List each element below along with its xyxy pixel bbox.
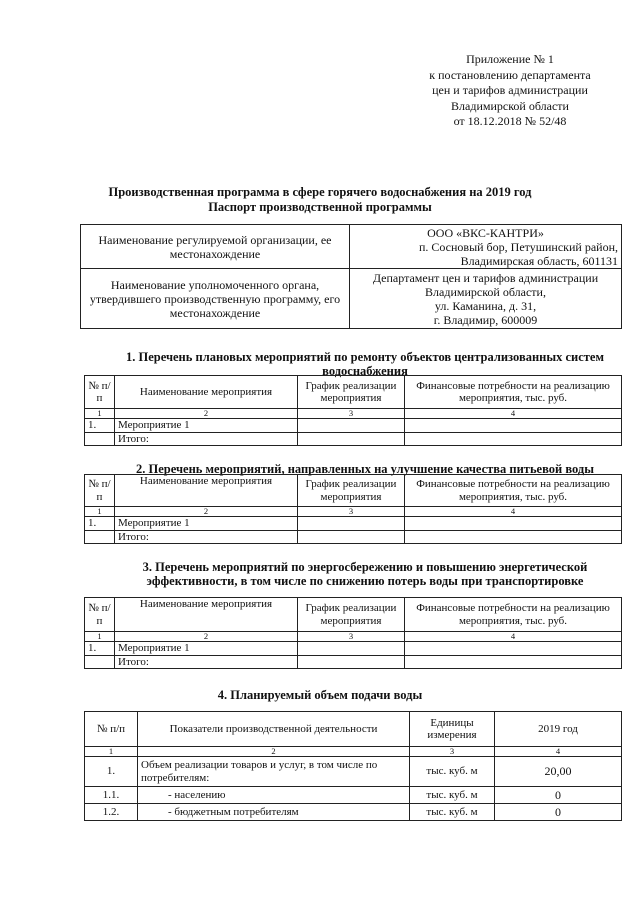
passport-value-line: Департамент цен и тарифов администрации	[372, 270, 599, 285]
section-heading-line: 1. Перечень плановых мероприятий по ремонту объектов централизованных систем	[126, 350, 604, 364]
row-value: 0	[495, 787, 622, 804]
row-schedule	[298, 517, 405, 531]
passport-value-line: ул. Каманина, д. 31,	[434, 298, 537, 313]
section-heading-line: эффективности, в том числе по снижению потерь воды при транспортировке	[146, 574, 584, 588]
table-3	[84, 597, 622, 669]
section-heading-line: водоснабжения	[322, 364, 408, 378]
row-num: 1.	[85, 642, 115, 656]
col-name-header: Наименование мероприятия	[115, 475, 298, 507]
table-row	[85, 757, 622, 787]
col-index: 1	[85, 409, 115, 419]
col-index: 2	[115, 507, 298, 517]
col-index: 4	[495, 747, 622, 757]
col-index: 4	[405, 409, 622, 419]
table-row-total	[85, 432, 622, 446]
passport-value-line: г. Владимир, 600009	[433, 312, 538, 327]
row-unit: тыс. куб. м	[410, 787, 495, 804]
row-finance	[405, 517, 622, 531]
row-unit: тыс. куб. м	[410, 804, 495, 821]
row-name: Мероприятие 1	[115, 642, 298, 656]
col-num-header: № п/п	[85, 475, 115, 507]
col-index: 4	[405, 507, 622, 517]
col-name-header: Наименование мероприятия	[115, 598, 298, 632]
col-num-header: № п/п	[85, 376, 115, 409]
row-num	[85, 655, 115, 669]
row-name: Мероприятие 1	[115, 419, 298, 433]
section-1-heading	[100, 350, 630, 378]
passport-value-line: Владимирской области,	[425, 284, 546, 299]
appendix-line: Владимирской области	[451, 98, 569, 113]
row-finance	[405, 655, 622, 669]
table-row	[85, 419, 622, 433]
row-finance	[405, 432, 622, 446]
col-name-header: Наименование мероприятия	[115, 376, 298, 409]
section-3-heading	[100, 560, 630, 588]
row-unit: тыс. куб. м	[410, 757, 495, 787]
row-schedule	[298, 419, 405, 433]
appendix-line: цен и тарифов администрации	[432, 83, 588, 97]
col-num-header: № п/п	[85, 712, 138, 747]
row-finance	[405, 530, 622, 544]
row-indicator: Объем реализации товаров и услуг, в том числе по потребителям:	[138, 757, 410, 787]
row-num: 1.	[85, 757, 138, 787]
appendix-block	[390, 52, 630, 130]
passport-value-line: п. Сосновый бор, Петушинский район,	[418, 239, 618, 254]
row-value: 0	[495, 804, 622, 821]
passport-org-label: Наименование регулируемой организации, ее местонахождение	[81, 225, 350, 269]
row-schedule	[298, 655, 405, 669]
passport-value-line: ООО «ВКС-КАНТРИ»	[427, 225, 544, 240]
appendix-line: Приложение № 1	[466, 52, 554, 66]
col-schedule-header: График реализации мероприятия	[298, 598, 405, 632]
col-index: 1	[85, 747, 138, 757]
row-name: Мероприятие 1	[115, 517, 298, 531]
col-finance-header: Финансовые потребности на реализацию мероприятия, тыс. руб.	[405, 376, 622, 409]
col-indicator-header: Показатели производственной деятельности	[138, 712, 410, 747]
passport-authority-label: Наименование уполномоченного органа, утвердившего производственную программу, его местонахождение	[81, 269, 350, 329]
section-4-heading: 4. Планируемый объем подачи воды	[217, 688, 423, 702]
table-row	[85, 787, 622, 804]
col-unit-header: Единицы измерения	[410, 712, 495, 747]
col-index: 3	[298, 507, 405, 517]
col-year-header: 2019 год	[495, 712, 622, 747]
row-num: 1.	[85, 419, 115, 433]
table-row	[85, 642, 622, 656]
col-index: 4	[405, 632, 622, 642]
row-total-label: Итого:	[115, 530, 298, 544]
row-finance	[405, 642, 622, 656]
table-row-total	[85, 530, 622, 544]
section-2-heading: 2. Перечень мероприятий, направленных на улучшение качества питьевой воды	[136, 462, 594, 476]
col-schedule-header: График реализации мероприятия	[298, 376, 405, 409]
row-schedule	[298, 642, 405, 656]
row-schedule	[298, 530, 405, 544]
passport-org-value	[350, 225, 622, 269]
col-index: 1	[85, 507, 115, 517]
col-finance-header: Финансовые потребности на реализацию мероприятия, тыс. руб.	[405, 598, 622, 632]
col-index: 3	[410, 747, 495, 757]
passport-authority-value	[350, 269, 622, 329]
title-line: Паспорт производственной программы	[208, 200, 432, 214]
title-line: Производственная программа в сфере горячего водоснабжения на 2019 год	[108, 185, 532, 199]
table-row-total	[85, 655, 622, 669]
row-num: 1.	[85, 517, 115, 531]
row-indicator: - населению	[138, 787, 410, 804]
row-num	[85, 530, 115, 544]
col-index: 3	[298, 409, 405, 419]
row-indicator: - бюджетным потребителям	[138, 804, 410, 821]
col-schedule-header: График реализации мероприятия	[298, 475, 405, 507]
document-title	[0, 185, 640, 215]
row-num	[85, 432, 115, 446]
row-num: 1.2.	[85, 804, 138, 821]
col-index: 1	[85, 632, 115, 642]
col-num-header: № п/п	[85, 598, 115, 632]
table-row	[85, 517, 622, 531]
table-row	[85, 804, 622, 821]
col-index: 2	[138, 747, 410, 757]
row-finance	[405, 419, 622, 433]
table-1	[84, 375, 622, 446]
row-num: 1.1.	[85, 787, 138, 804]
row-schedule	[298, 432, 405, 446]
row-total-label: Итого:	[115, 432, 298, 446]
col-finance-header: Финансовые потребности на реализацию мероприятия, тыс. руб.	[405, 475, 622, 507]
col-index: 2	[115, 632, 298, 642]
appendix-line: к постановлению департамента	[429, 67, 591, 82]
col-index: 2	[115, 409, 298, 419]
passport-value-line: Владимирская область, 601131	[460, 253, 618, 268]
col-index: 3	[298, 632, 405, 642]
section-heading-line: 3. Перечень мероприятий по энергосбережению и повышению энергетической	[142, 560, 588, 574]
appendix-line: от 18.12.2018 № 52/48	[453, 114, 567, 128]
row-total-label: Итого:	[115, 655, 298, 669]
row-value: 20,00	[495, 757, 622, 787]
table-2	[84, 474, 622, 544]
table-4	[84, 711, 622, 821]
passport-table	[80, 224, 622, 329]
